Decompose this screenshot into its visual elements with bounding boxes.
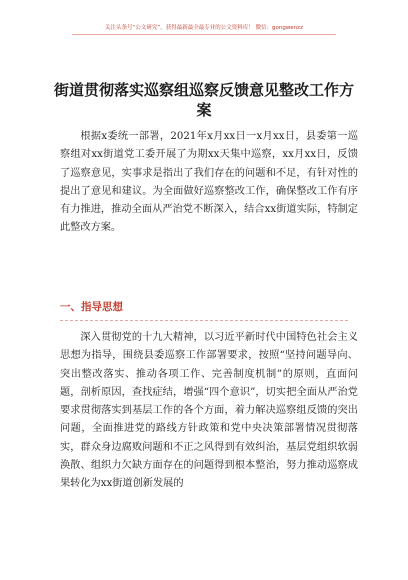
promo-banner: 关注头条号“公文研究”，获得最新最全最专业的公文资料库！ 微信：gongwenzz	[105, 25, 303, 31]
section-heading-guiding-ideology: 一、指导思想	[60, 301, 123, 313]
banner-divider	[72, 34, 336, 35]
intro-paragraph: 根据x委统一部署，2021年x月xx日一x月xx日，县委第一巡察组对xx街道党工委开展了为期xx天集中巡察，xx月xx日，反馈了巡察意见，实事求是指出了我们存在的问题和不足，有针对性的提出了意见和建议。为全面做好巡察整改工作，确保整改工作有序有力推进，推动全面从严治党不断深入，结合xx街道实际，特制定此整改方案。	[60, 131, 358, 234]
document-title: 街道贯彻落实巡察组巡察反馈意见整改工作方案	[53, 81, 354, 119]
section-heading-divider	[60, 320, 348, 321]
guiding-ideology-paragraph: 深入贯彻党的十九大精神，以习近平新时代中国特色社会主义思想为指导，围绕县委巡察工作部署要求，按照“坚持问题导向、突出整改落实、推动各项工作、完善制度机制”的原则，直面问题，剖析原因，查找症结，增强“四个意识”，切实把全面从严治党要求贯彻落实到基层工作的各个方面，着力解决巡察组反馈的突出问题，全面推进党的路线方针政策和党中央决策部署情况贯彻落实，群众身边腐败问题和不正之风得到有效纠治，基层党组织软弱涣散、组织力欠缺方面存在的问题得到根本整治，努力推动巡察成果转化为xx街道创新发展的	[60, 332, 358, 490]
